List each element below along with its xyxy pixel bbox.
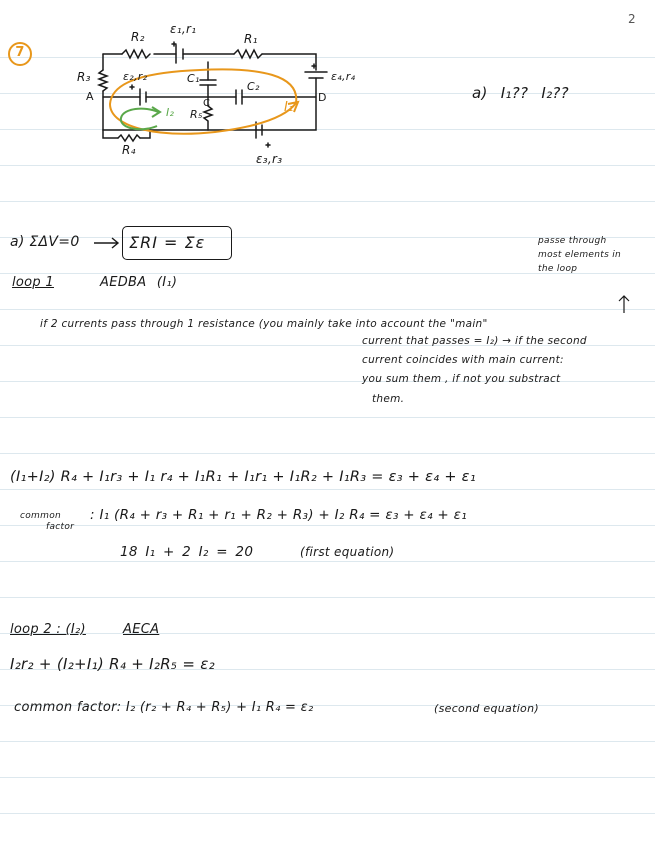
equation-2-factored: common factor: I₂ (r₂ + R₄ + R₅) + I₁ R₄ = ε₂ xyxy=(14,700,314,715)
equation-1-numeric: 18 I₁ + 2 I₂ = 20 xyxy=(120,544,254,560)
loop1-label: loop 1 xyxy=(12,275,54,290)
label-c1: C₁ xyxy=(187,72,200,85)
side-note-line-2: most elements in xyxy=(538,250,622,260)
label-e2r2: ε₂,r₂ xyxy=(123,70,148,83)
question-a: a) I₁?? I₂?? xyxy=(472,84,569,102)
rule-note-line-5: them. xyxy=(372,393,405,405)
rule-note-line-1: if 2 currents pass through 1 resistance (you mainly take into account the "main" xyxy=(40,318,488,330)
kirchhoff-boxed-eq: ΣRI = Σε xyxy=(129,233,206,252)
label-r1: R₁ xyxy=(244,32,258,46)
label-e4r4: ε₄,r₄ xyxy=(331,70,356,83)
equation-1-tag: (first equation) xyxy=(300,545,395,559)
rule-note-line-3: current coincides with main current: xyxy=(362,354,564,366)
kirchhoff-lhs: a) ΣΔV=0 xyxy=(10,234,80,250)
equation-1-expanded: (I₁+I₂) R₄ + I₁r₃ + I₁ r₄ + I₁R₁ + I₁r₁ + I₁R₂ + I₁R₃ = ε₃ + ε₄ + ε₁ xyxy=(10,469,476,485)
label-node-c: C xyxy=(203,98,211,109)
label-r4: R₄ xyxy=(122,143,136,157)
loop1-path: AEDBA (I₁) xyxy=(100,275,178,290)
equation-2-expanded: I₂r₂ + (I₂+I₁) R₄ + I₂R₅ = ε₂ xyxy=(10,655,215,673)
label-i2: I₂ xyxy=(166,106,175,119)
label-c2: C₂ xyxy=(247,80,260,93)
common-factor-label-line-1: common xyxy=(20,511,61,521)
label-r5: R₅ xyxy=(190,108,203,121)
loop2-label: loop 2 : (I₂) xyxy=(10,622,86,637)
label-r3: R₃ xyxy=(77,70,91,84)
loop2-path: AECA xyxy=(123,622,160,637)
rule-note-line-4: you sum them , if not you substract xyxy=(362,373,561,385)
rule-note-line-2: current that passes = I₂) → if the second xyxy=(362,335,587,347)
side-note-line-3: the loop xyxy=(538,264,578,274)
problem-number: 7 xyxy=(15,45,25,60)
label-e3r3: ε₃,r₃ xyxy=(256,152,283,166)
label-r2: R₂ xyxy=(131,30,145,44)
label-node-d: D xyxy=(318,91,327,104)
page-number: 2 xyxy=(628,12,636,26)
label-node-a: A xyxy=(86,90,94,103)
label-e1r1: ε₁,r₁ xyxy=(170,22,197,36)
equation-1-factored: : I₁ (R₄ + r₃ + R₁ + r₁ + R₂ + R₃) + I₂ R₄ = ε₃ + ε₄ + ε₁ xyxy=(90,507,467,523)
side-note-line-1: passe through xyxy=(538,236,607,246)
label-i1: I₁ xyxy=(284,100,294,115)
common-factor-label-line-2: factor xyxy=(46,522,75,532)
equation-2-tag: (second equation) xyxy=(434,702,539,715)
